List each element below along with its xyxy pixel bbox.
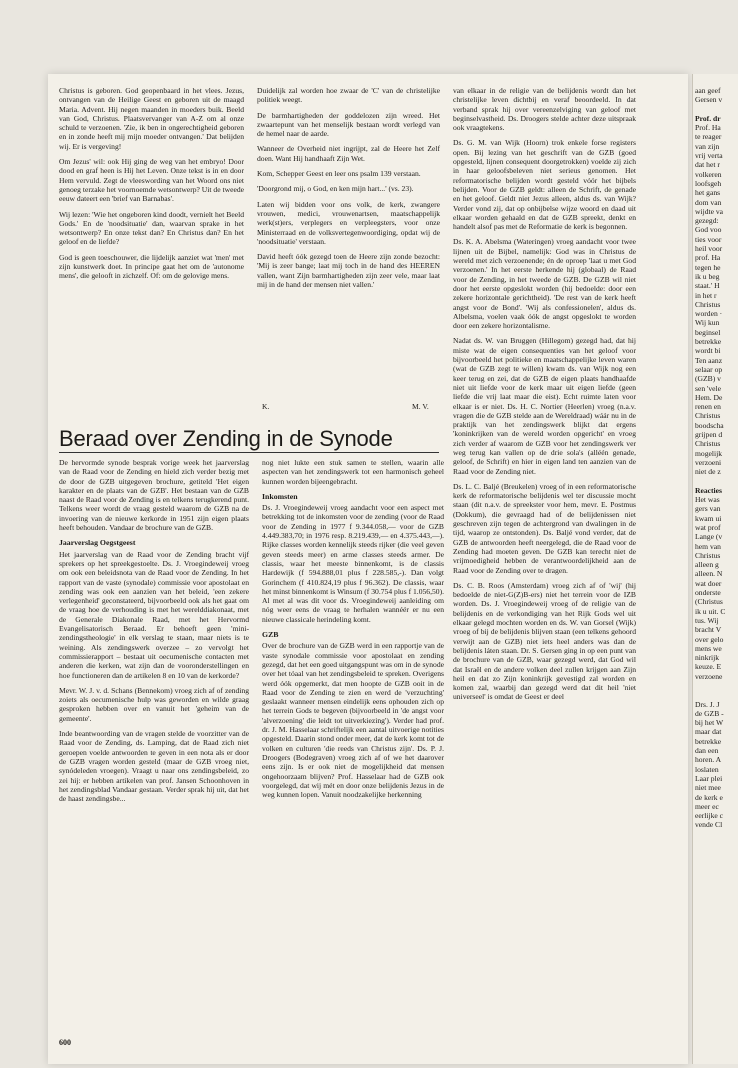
peek-line: Christus xyxy=(695,299,721,309)
peek-line: renen en xyxy=(695,402,721,412)
peek-line: bij het W xyxy=(695,718,724,728)
peek-line: betrekke xyxy=(695,736,722,746)
top-column-2 xyxy=(257,86,440,295)
peek-line xyxy=(693,476,738,485)
paragraph: Ds. L. C. Baljé (Breukelen) vroeg of in een reformatorische kerk de reformatorische belijdenis wel ter discussie mocht staan (dit n.a.v. de spreekster voor hem, mevr. E. Postmus (Dokkum), die gevraagd had of de belijdenissen niet geschreven zijn tegen de achtergrond van dwalingen in de tijd, waarop ze ontstonden). Ds. Baljé vond verder, dat de GZB de antwoorden heeft neergelegd, die de Raad voor de Zending had moeten geven. De GZB kan terecht niet de vrijmoedigheid hebben de verantwoordelijkheid aan de Raad voor de Zending over te dragen. xyxy=(453,481,636,575)
peek-line: God voo xyxy=(695,225,722,235)
paragraph: De hervormde synode besprak vorige week het jaarverslag van de Raad voor de Zending en hield zich verder bezig met de door de GZB uitgegeven brochure, getiteld 'Het eigen karakter en de plaats van de GZB'. Het bestaan van de GZB naast de Raad voor de Zending is en telkens terugkerend punt. Telkens weer wordt de vraag gesteld waarom de GZB na de invoering van de nieuwe kerkorde in 1951 zijn eigen plaats heeft behouden. Vandaar de brochure van de GZB. xyxy=(59,458,249,533)
peek-line: worden · xyxy=(695,309,723,319)
peek-line: ik u uit. C xyxy=(695,606,726,616)
peek-line: heil voor xyxy=(695,244,723,254)
paragraph: De barmhartigheden der goddelozen zijn wreed. Het zwaartepunt van het menselijk bestaan wordt verlegd van de hemel naar de aarde. xyxy=(257,110,440,139)
peek-line: (Christus xyxy=(695,597,723,607)
peek-line: van zijn xyxy=(695,141,720,151)
peek-line: de kerk e xyxy=(695,792,723,802)
paragraph: David heeft óók gezegd toen de Heere zijn zonde bezocht: 'Mij is zeer bange; laat mij toch in de hand des HEEREN vallen, want Zijn barmhartigheden zijn zeer vele, maar laat mij in de hand der mensen niet vallen.' xyxy=(257,252,440,290)
peek-line: loofsgeh xyxy=(695,178,722,188)
paragraph: Ds. J. Vroegindeweij vroeg aandacht voor een aspect met betrekking tot de inkomsten voor de zending (voor de Raad voor de Zending in 1977 f 9.344.058,— voor de GZB 4.449.383,70; in 1976 resp. 8.219.439,— en 4.375.443,—). Rijke classes worden kennelijk steeds rijker (die veel geven geven steeds meer) en arme classes steeds armer. De classis, waar het meeste binnenkomt, is de classis Hardewijk (f 594.888,01 plus f 228.585,-). Dan volgt Gorinchem (f 410.824,19 plus f 96.362). De classis, waar het minst binnenkomt is Winsum (f 30.754 plus f 1.056,50). Al met al was dit voor ds. Vroegindeweij aanleiding om nóg weer eens de vraag te herhalen wannéér er nu een nieuwe classicale herindeling komt. xyxy=(262,503,445,624)
peek-line: Het was xyxy=(695,495,720,505)
peek-line: gezegd: xyxy=(695,216,719,226)
peek-line: wat doer xyxy=(695,578,722,588)
peek-line: de GZB - xyxy=(695,708,724,718)
peek-line: vrij verta xyxy=(695,151,723,161)
peek-line: Prof. Ha xyxy=(695,123,721,133)
peek-line: meer ec xyxy=(695,801,719,811)
peek-line: Laar plei xyxy=(695,773,723,783)
paragraph: Duidelijk zal worden hoe zwaar de 'C' van de christelijke politiek weegt. xyxy=(257,86,440,105)
peek-line: Christus xyxy=(695,411,721,421)
peek-line: selaar op xyxy=(695,364,723,374)
peek-line: dat het r xyxy=(695,160,720,170)
paragraph: Kom, Schepper Geest en leer ons psalm 139 verstaan. xyxy=(257,169,421,179)
peek-line: boodscha xyxy=(695,420,724,430)
paragraph: God is geen toeschouwer, die lijdelijk aanziet wat 'men' met zijn kunstwerk doet. In principe gaat het om de 'autonome mens', die gelooft in zichzelf. Of: om de gelovige mens. xyxy=(59,252,244,281)
subheading-gzb: GZB xyxy=(262,630,279,640)
peek-line: staat.' H xyxy=(695,281,720,291)
paragraph: Christus is geboren. God geopenbaard in het vlees. Jezus, ontvangen van de Heilige Geest en geboren uit de maagd Maria. Advent. Hij negen maanden in moeders buik. Beeld van God, Christus. Plaatsvervanger van A-Z om al onze schuld te verzoenen. 'Zie, ik ben in ongerechtigheid geboren en in zonde heeft mij mijn moeder ontvangen.' Dat belijden wij. Er is vergeving! xyxy=(59,86,244,151)
peek-line: mens we xyxy=(695,643,722,653)
article-column-2 xyxy=(262,458,444,805)
peek-line: ik u beg xyxy=(695,271,720,281)
right-page-edge xyxy=(692,74,738,1064)
paragraph: Om Jezus' wil: ook Hij ging de weg van het embryo! Door dood en graf heen is Hij het Leven. Onze tekst is in en door Hem vervuld. Zegt de vleeswording van het Woord ons niet genoeg terzake het voornoemde wetsontwerp? Uit de tweede eeuw dateert een 'brief van Barnabas'. xyxy=(59,157,244,204)
peek-line: kwam ui xyxy=(695,513,722,523)
peek-line: grijpen d xyxy=(695,429,723,439)
subheading-inkomsten: Inkomsten xyxy=(262,491,298,501)
peek-line: Ten aanz xyxy=(695,355,723,365)
paragraph: nog niet lukte een stuk samen te stellen, waarin alle aspecten van het zendingswerk tot een harmonisch geheel kunnen worden bijeengebracht. xyxy=(262,458,444,486)
peek-line: verzoene xyxy=(695,671,723,681)
peek-line: bracht V xyxy=(695,625,722,635)
peek-line xyxy=(693,681,738,690)
peek-line: ties voor xyxy=(695,234,722,244)
peek-line: prof. Ha xyxy=(695,253,721,263)
top-column-3 xyxy=(453,86,636,708)
peek-line: keuze. E xyxy=(695,662,722,672)
peek-line: mogelijk xyxy=(695,448,722,458)
peek-line: tus. Wij xyxy=(695,615,719,625)
peek-line: niet mee xyxy=(695,783,721,793)
peek-line: eerlijke c xyxy=(695,811,724,821)
peek-line: gers van xyxy=(695,504,721,514)
peek-line: wijdte va xyxy=(695,206,724,216)
article-column-1 xyxy=(59,458,249,809)
peek-line: het gans xyxy=(695,188,721,198)
peek-line: Drs. J. J xyxy=(695,699,720,709)
paragraph: Laten wij bidden voor ons volk, de kerk, zwangere vrouwen, medici, vrouwenartsen, maatschappelijk werk(st)ers, verplegers en verpleegsters, voor onze Ministerraad en de volksvertegenwoordiging, opdat wij de 'noodsituatie' verstaan. xyxy=(257,199,440,246)
paragraph: Ds. C. B. Roos (Amsterdam) vroeg zich af of 'wij' (hij bedoelde de niet-G(Z)B-ers) niet het terrein voor de IZB worden. Ds. J. Vroegindeweij vroeg of de religie van de belijdenis en de verkondiging van het Rijk Gods wel uit elkaar gelegd mochten worden en ds. W. van Gorsel (Wijk) vroeg of bij de belijdenis blijven staan (een telkens gehoord verwijt aan de GZB) niet iets heel anders was dan de belijdenis láten staan. Dr. S. Gersen ging in op een punt van de brochure van de GZB, waar gezegd werd, dat God wil dat Israël en de andere volken deel zullen krijgen aan Zijn heil en dat zo Zijn koninkrijk gevestigd zal worden en komen zal, waarbij dan gezegd werd dat dit heil 'niet universeel' is omdat de Geest er deel xyxy=(453,580,636,702)
peek-line: wat prof xyxy=(695,522,721,532)
peek-line: dan een xyxy=(695,746,719,756)
peek-line xyxy=(693,105,738,114)
peek-line: Wij kun xyxy=(695,318,720,328)
page-number: 600 xyxy=(59,1038,71,1047)
peek-line: Prof. dr xyxy=(695,113,721,123)
peek-line: vende Cl xyxy=(695,820,723,830)
peek-line: aan geef xyxy=(695,86,721,95)
peek-line: Gersen v xyxy=(695,95,723,105)
paragraph: 'Doorgrond mij, o God, en ken mijn hart...' (vs. 23). xyxy=(257,184,414,194)
peek-line: te reager xyxy=(695,132,722,142)
peek-line: horen. A xyxy=(695,755,722,765)
peek-line: loslaten xyxy=(695,764,719,774)
peek-line: dom van xyxy=(695,197,722,207)
peek-line: ninkrijk xyxy=(695,653,720,663)
peek-line: beginsel xyxy=(695,327,721,337)
top-column-1 xyxy=(59,86,244,287)
paragraph: Over de brochure van de GZB werd in een rapportje van de vaste synodale commissie voor apostolaat en zending gezegd, dat het een goed uitgangspunt was om in de synode over het tóaal van het zendingsbeleid te spreken. Overigens werd óók opgemerkt, dat men hoopte de GZB ooit in de Raad voor de Zending te zien en werd de 'verzuchting' geslaakt wanneer mensen eindelijk eens ophouden zich op het terrein Gods te begeven (bijvoorbeeld in 'de angst voor 'alverzoening' die leidt tot uitverkiezing'). Verder had prof. dr. J. M. Hasselaar schriftelijk een aantal uitvoerige notities opgesteld. Daarin stond onder meer, dat de kerk komt tot de volken en culturen 'die reeds van Christus zijn'. Ds. P. J. Droogers (Bodegraven) vroeg zich af of we het daarover eens zijn. Is er ook niet de mogelijkheid dat mensen ongehoorzaam blijven? Prof. Hasselaar had de GZB ook voorgelegd, dat wij mét en door onze belijdenis Jezus in de weg kunnen lopen. Vanuit noodzakelijke herkenning xyxy=(262,641,444,800)
peek-line: alleen g xyxy=(695,560,719,570)
peek-line: onderste xyxy=(695,588,721,598)
peek-line: hem van xyxy=(695,541,721,551)
article-headline: Beraad over Zending in de Synode xyxy=(59,426,393,451)
peek-line: betrekke xyxy=(695,337,722,347)
peek-line: niet de z xyxy=(695,467,721,477)
signature-left: K. xyxy=(262,402,270,411)
paragraph: Ds. K. A. Abelsma (Wateringen) vroeg aandacht voor twee lijnen uit de Bijbel, namelijk: God was in Christus de wereld met zich verzoenende; én de oproep 'laat u met God verzoenen.' In het eerste herkende hij (globaal) de Raad voor de Zending, in het tweede de GZB. De GZB wil niet door het eerste opgeslokt worden (hij bedoelde: door een zekere horizontale gerichtheid). 'De rest van de kerk heeft angst voor de Bond'. 'Wij als confessionelen', aldus ds. Albelsma, voelen vaak óók de angst opgeslokt te worden door een zekere horizontalisme. xyxy=(453,237,636,331)
paragraph: Wij lezen: 'Wie het ongeboren kind doodt, vernielt het Beeld Gods.' En de 'noodsituatie' dan, waarvan sprake in het wetsontwerp? En onze tekst dan? En Christus dan? En het geloof en de liefde? xyxy=(59,209,244,247)
peek-line: Christus xyxy=(695,550,721,560)
paragraph: Wanneer de Overheid niet ingrijpt, zal de Heere het Zelf doen. Want Hij handhaaft Zijn Wet. xyxy=(257,144,440,163)
peek-line: alleen. N xyxy=(695,569,723,579)
peek-line: tegen he xyxy=(695,262,721,272)
peek-line: Lange (v xyxy=(695,532,723,542)
peek-line: Hem. De xyxy=(695,392,723,402)
paragraph: van elkaar in de religie van de belijdenis wordt dan het christelijke leven dichtbij en veraf beoordeeld. In dat verband sprak hij over vereenzelviging van geloof met beginselvastheid. Ds. Droogers stelde achter deze uitspraak ook vraagtekens. xyxy=(453,86,636,133)
peek-line: sen 'vele xyxy=(695,383,722,393)
paragraph: Ds. G. M. van Wijk (Hoorn) trok enkele forse registers open. Bij lezing van het geschrift van de GZB (goed opgesteld, lijnen consequent doorgetrokken) voelde zij zich in haar geloofsbeleven niet serieus genomen. Het reformatorische belijden wordt gesteld vóór het bijbels belijden. Voor de GZB geldt: alleen de Schrift, de genade en het geloof. Geldt niet Jezus alleen, aldus ds. van Wijk? Verder vond zij, dat op onbijbelse wijze woord en daad uit elkaar worden gehaald en dat de GZB spreekt, denkt en handelt alsof pas met de Reformatie de kerk is begonnen. xyxy=(453,138,636,232)
paragraph: Inde beantwoording van de vragen stelde de voorzitter van de Raad voor de Zending, ds. Lamping, dat de Raad zich niet geroepen voelde antwoorden te geven in een nota als er door de GZB vragen worden gesteld (maar de GZB vroeg niet, synódeleden vroegen). Vraagt u naar ons zendingsbeleid, zo zei hij: er hebben artikelen van prof. Jansen Schoonhoven in het zendingsblad Vandaar gestaan. Verder sprak hij uit, dat het de haast zendingsbe... xyxy=(59,729,249,804)
peek-line: maar dat xyxy=(695,727,722,737)
signature-right: M. V. xyxy=(412,402,429,411)
peek-line: over gelo xyxy=(695,634,724,644)
subheading-jaarverslag: Jaarverslag Oegstgeest xyxy=(59,538,136,548)
paragraph: Mevr. W. J. v. d. Schans (Bennekom) vroeg zich af of zending zoiets als oecumenische hulp was geworden en wilde graag gesproken hebben over en vanuit het 'geheim van de gemeente'. xyxy=(59,685,249,723)
peek-line: verzoeni xyxy=(695,457,722,467)
peek-line: volkeren xyxy=(695,169,722,179)
peek-line xyxy=(693,690,738,699)
peek-line: wordt bi xyxy=(695,346,721,356)
peek-line: Reacties xyxy=(695,485,722,495)
paragraph: Het jaarverslag van de Raad voor de Zending bracht vijf sprekers op het spreekgestoelte. Ds. J. Vroegindeweij vroeg om ook een beleidsnota van de Raad voor de Zending. In het rapport van de vaste (synodale) commissie voor apostolaat en zending was ook een aanzien van het beleid, 'een zekere verlegenheid' geconstateerd, bijvoorbeeld ook als het gaat om de vraag hoe de verhouding is met het werelddiakonaat, met de Generale Diakonale Raad, met het Hervormd Evangelisatorisch Beraad. Er behoeft geen 'mini-zendingstheologie' in elk verslag te staan, maar niets is te weining. Als zendingswerk overzee – zo vervolgt het commissierapport – bestaat uit oecumenische contacten met anderen die kerken, wat zijn dan de vooronderstellingen en hoe functioneren dan de artikelen 8 en 10 van de kerkorde? xyxy=(59,549,249,680)
peek-line: in het r xyxy=(695,290,717,300)
headline-rule xyxy=(59,452,439,453)
peek-line: Christus xyxy=(695,439,721,449)
paragraph: Nadat ds. W. van Bruggen (Hillegom) gezegd had, dat hij miste wat de eigen consequenties van het geloof voor bijvoorbeeld het politieke en maatschappelijke leven waren (wat de GZB zegt te willen) kwam ds. van Wijk nog een keer terug en zei, dat de GZB de eigen plaats handhaafde niet uit liefde voor de kerk maar uit eigen liefde (geen liefde die vrij laat maar die eist). Echt ruimte laten voor elkaar is er niet. Ds. H. C. Nortier (Heerlen) vroeg (n.a.v. vragen die de GZB stelde aan de Wereldraad) wáár nu in de praktijk van het zendingswerk blijkt dat ergens 'koninkrijken van de wereld worden opgericht' en vroeg zich verder af waarom de GZB voor het zendingswerk ver weg terug kan vallen op de drie sola's (alléén genade, geloof, de Schrift) en hier in eigen land ten aanzien van de Raad voor de Zending niet. xyxy=(453,336,636,476)
peek-line: (GZB) v xyxy=(695,374,721,384)
